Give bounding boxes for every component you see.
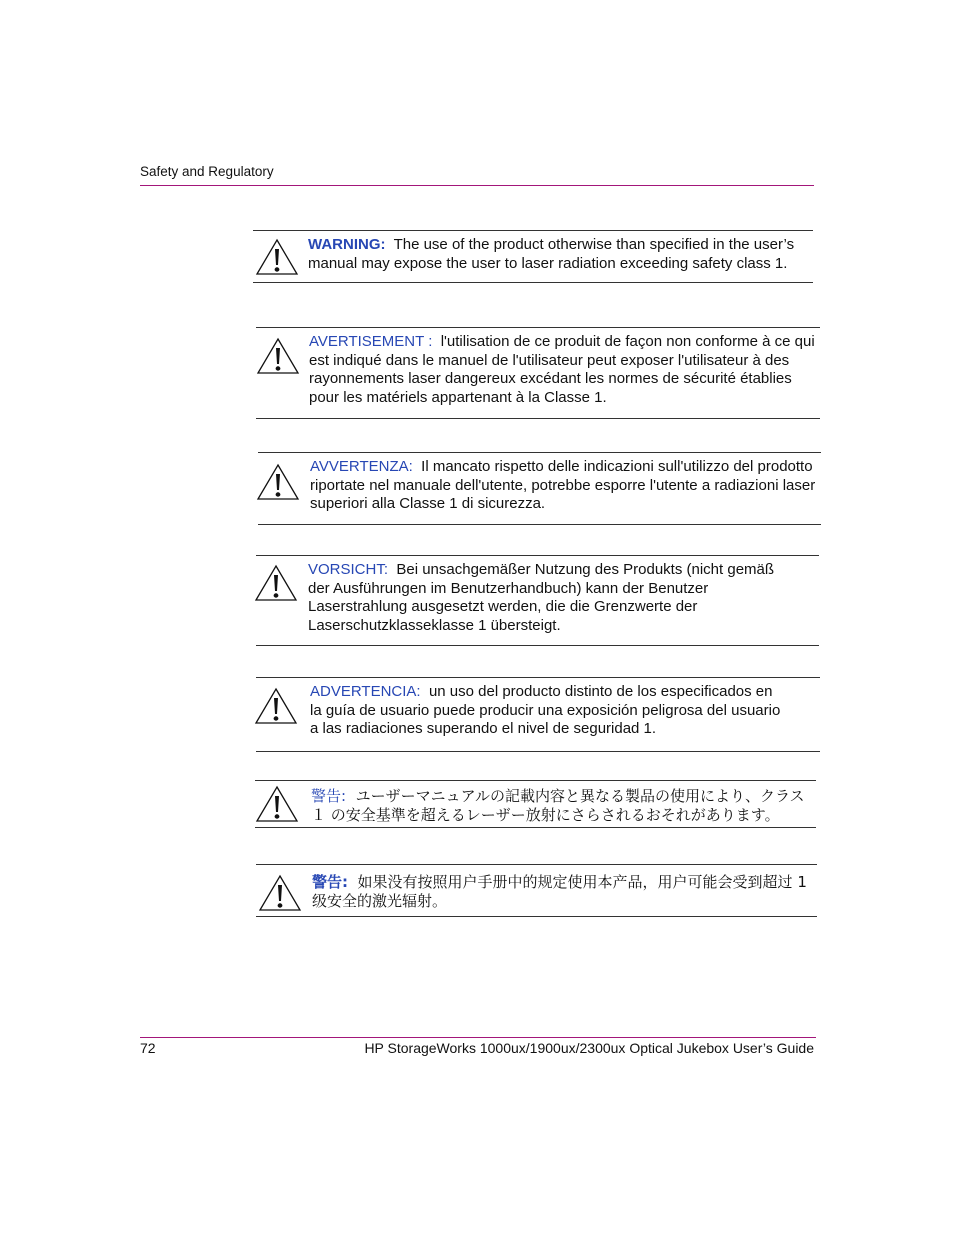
header-rule bbox=[140, 185, 814, 186]
warning-triangle-icon bbox=[255, 238, 299, 276]
warning-text: Il mancato rispetto delle indicazioni sull'utilizzo del prodotto riportate nel manuale dell'utente, potrebbe esporre l'utente a radiazioni laser superiori alla Classe 1 di sicurezza. bbox=[310, 458, 816, 512]
warning-text: The use of the product otherwise than specified in the user’s manual may expose the user to laser radiation exceeding safety class 1. bbox=[308, 236, 795, 272]
warning-italian bbox=[258, 452, 821, 525]
warning-label: 警告: bbox=[311, 787, 347, 805]
warning-label: VORSICHT: bbox=[308, 561, 389, 578]
warning-triangle-icon bbox=[254, 564, 298, 602]
warning-french bbox=[256, 327, 820, 419]
footer-rule bbox=[140, 1037, 816, 1038]
warning-label: AVVERTENZA: bbox=[310, 458, 413, 475]
warning-triangle-icon bbox=[256, 463, 300, 501]
warning-triangle-icon bbox=[255, 785, 299, 823]
warning-triangle-icon bbox=[258, 874, 302, 912]
guide-title: HP StorageWorks 1000ux/1900ux/2300ux Optical Jukebox User’s Guide bbox=[364, 1040, 814, 1056]
warning-chinese bbox=[256, 864, 817, 917]
warning-label: 警告: bbox=[312, 873, 348, 891]
warning-spanish bbox=[256, 677, 820, 752]
running-header: Safety and Regulatory bbox=[140, 164, 274, 179]
warning-text: ユーザーマニュアルの記載内容と異なる製品の使用により、クラス１ の安全基準を超えるレーザー放射にさらされるおそれがあります。 bbox=[311, 787, 805, 824]
warning-label: ADVERTENCIA: bbox=[310, 683, 421, 700]
warning-label: AVERTISEMENT : bbox=[309, 333, 433, 350]
warning-triangle-icon bbox=[256, 337, 300, 375]
page-number: 72 bbox=[140, 1040, 156, 1056]
warning-triangle-icon bbox=[254, 687, 298, 725]
warning-text: l'utilisation de ce produit de façon non conforme à ce qui est indiqué dans le manuel de l'utilisateur peut exposer l'utilisateur à des rayonnements laser dangereux excédant les normes de sécurité établies pour les matériels appartenant à la Classe 1. bbox=[309, 333, 815, 406]
warning-text: 如果没有按照用户手册中的规定使用本产品，用户可能会受到超过 1 级安全的激光辐射。 bbox=[312, 873, 807, 910]
warning-english bbox=[253, 230, 813, 283]
warning-japanese bbox=[255, 780, 816, 828]
warning-label: WARNING: bbox=[308, 236, 386, 253]
warning-text: un uso del producto distinto de los especificados en la guía de usuario puede producir una exposición peligrosa del usuario a las radiaciones superando el nivel de seguridad 1. bbox=[310, 683, 781, 737]
warning-text: Bei unsachgemäßer Nutzung des Produkts (nicht gemäß der Ausführungen im Benutzerhandbuch) kann der Benutzer Laserstrahlung ausgesetzt werden, die die Grenzwerte der Laserschutzklasseklasse 1 übersteigt. bbox=[308, 561, 775, 634]
warning-german bbox=[256, 555, 819, 646]
